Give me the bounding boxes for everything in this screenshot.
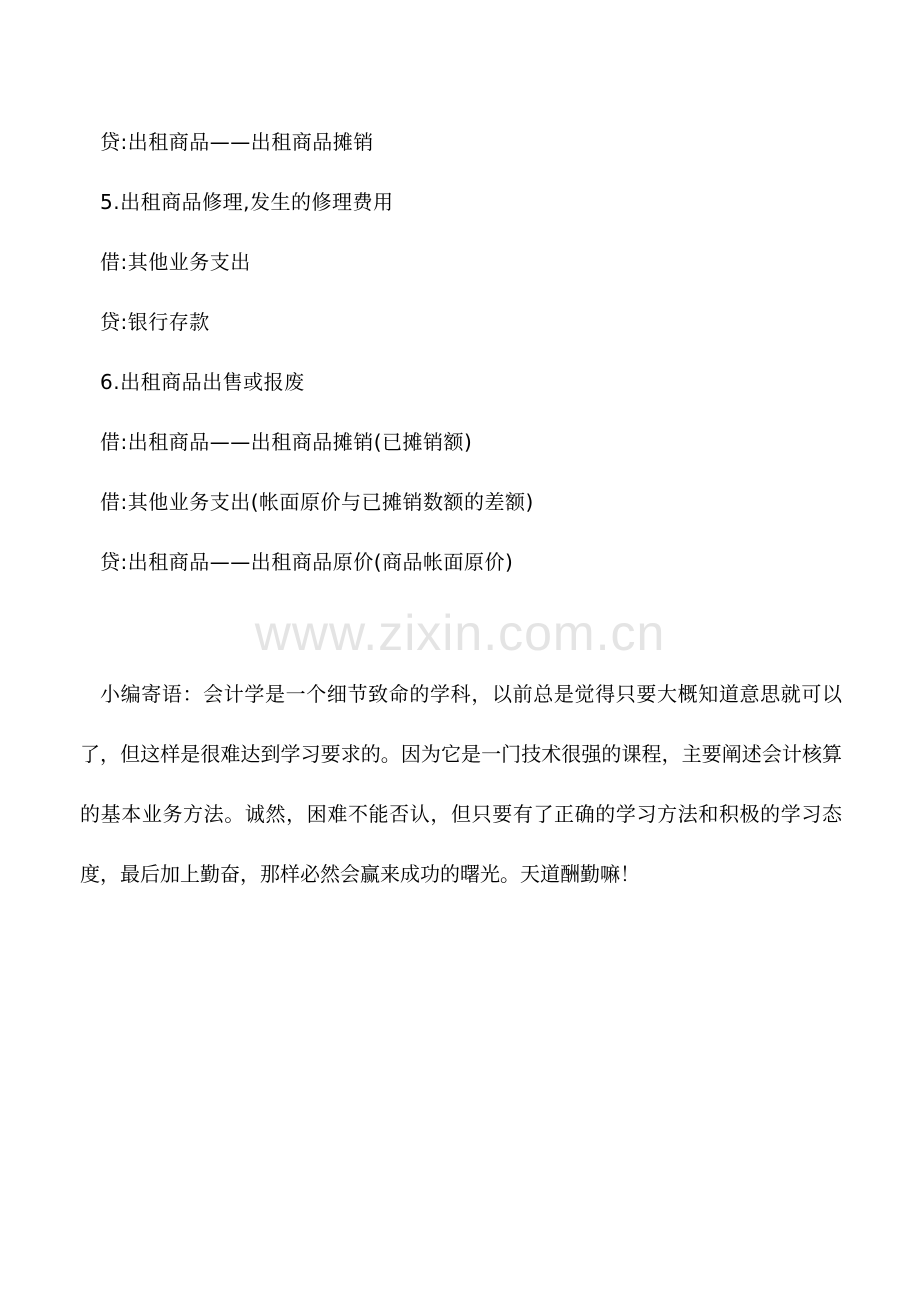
step-5-heading: 5.出租商品修理,发生的修理费用: [100, 190, 394, 214]
journal-line-debit-rental-amortization: 借:出租商品——出租商品摊销(已摊销额): [100, 430, 473, 454]
journal-line-credit-rental-original-cost: 贷:出租商品——出租商品原价(商品帐面原价): [100, 550, 514, 574]
journal-line-credit-bank-deposit: 贷:银行存款: [100, 310, 210, 334]
journal-line-debit-other-expense-difference: 借:其他业务支出(帐面原价与已摊销数额的差额): [100, 490, 534, 514]
journal-line-credit-rental-amortization: 贷:出租商品——出租商品摊销: [100, 130, 374, 154]
editor-note-paragraph: 小编寄语：会计学是一个细节致命的学科，以前总是觉得只要大概知道意思就可以了，但这样是很难达到学习要求的。因为它是一门技术很强的课程，主要阐述会计核算的基本业务方法。诚然，困难不能否认，但只要有了正确的学习方法和积极的学习态度，最后加上勤奋，那样必然会赢来成功的曙光。天道酬勤嘛！: [80, 682, 842, 886]
watermark: www.zixin.com.cn: [254, 605, 666, 661]
journal-line-debit-other-expense: 借:其他业务支出: [100, 250, 251, 274]
step-6-heading: 6.出租商品出售或报废: [100, 370, 305, 394]
